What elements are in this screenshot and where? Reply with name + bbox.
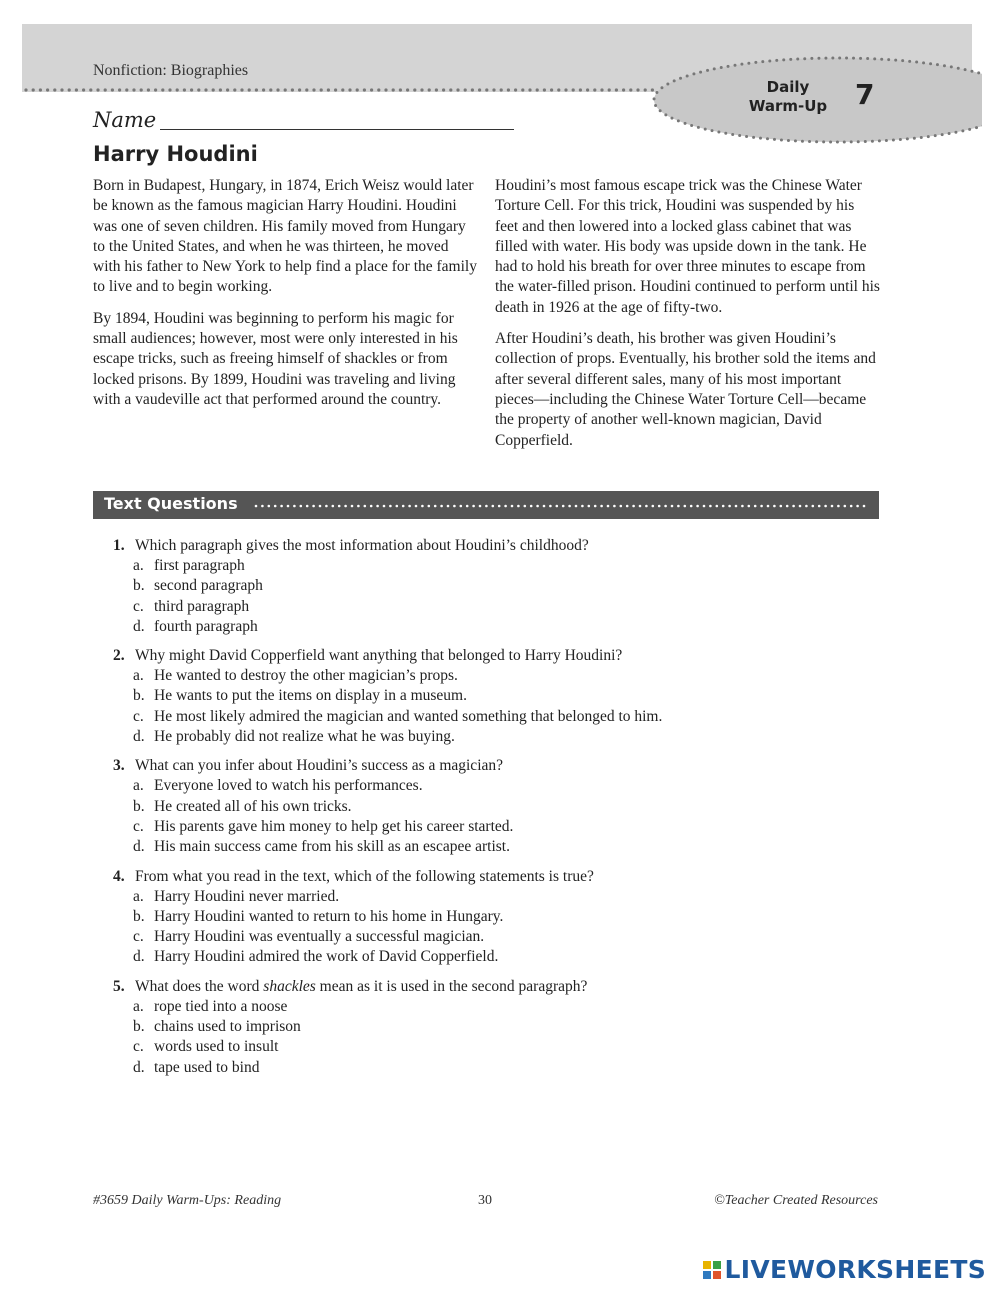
logo-text: LIVEWORKSHEETS [724, 1255, 986, 1284]
questions-heading-bar [93, 491, 879, 519]
liveworksheets-logo[interactable] [703, 1255, 986, 1284]
name-label: Name [93, 108, 157, 132]
answer-option[interactable]: c. third paragraph [133, 597, 250, 615]
answer-options [133, 776, 873, 857]
answer-option[interactable]: a. Harry Houdini never married. [133, 887, 340, 905]
name-input-line[interactable] [160, 129, 514, 130]
question-number: 3. [113, 757, 125, 775]
answer-option[interactable]: d. tape used to bind [133, 1058, 260, 1076]
paragraph-4: After Houdini’s death, his brother was given Houdini’s collection of props. Eventually, his brother sold the items and after several different sales, many of his most important pieces—including the Chinese Water Torture Cell—became the property of another well-known magician, David Copperfield. [495, 330, 876, 449]
question-5 [113, 976, 873, 1078]
answer-option[interactable]: c. He most likely admired the magician and wanted something that belonged to him. [133, 707, 663, 725]
question-2 [113, 645, 873, 747]
question-text: What does the word shackles mean as it is used in the second paragraph? [135, 977, 588, 995]
paragraph-2: By 1894, Houdini was beginning to perform his magic for small audiences; however, most were only interested in his escape tricks, such as freeing himself of shackles or from locked prisons. By 1899, Houdini was traveling and living with a vaudeville act that performed around the country. [93, 309, 458, 408]
question-text: What can you infer about Houdini’s success as a magician? [135, 757, 504, 775]
question-text: Why might David Copperfield want anything that belonged to Harry Houdini? [135, 647, 623, 665]
questions-heading: Text Questions [104, 494, 238, 513]
answer-options [133, 666, 873, 747]
answer-option[interactable]: c. Harry Houdini was eventually a successful magician. [133, 928, 485, 946]
article-column-right [495, 176, 880, 462]
footer-page-number: 30 [478, 1193, 492, 1208]
article-title: Harry Houdini [93, 142, 258, 166]
question-text: From what you read in the text, which of the following statements is true? [135, 867, 594, 885]
article-column-left [93, 176, 478, 421]
logo-square [703, 1261, 711, 1269]
answer-option[interactable]: d. His main success came from his skill as an escapee artist. [133, 838, 510, 856]
dotted-divider [22, 86, 662, 94]
answer-options [133, 887, 873, 968]
question-stem [113, 755, 873, 776]
question-4 [113, 866, 873, 968]
question-number: 1. [113, 537, 125, 554]
answer-options [133, 997, 873, 1078]
question-number: 2. [113, 647, 125, 665]
question-stem [113, 645, 873, 666]
answer-option[interactable]: d. fourth paragraph [133, 617, 258, 635]
footer-copyright: ©Teacher Created Resources [714, 1193, 878, 1208]
badge-number: 7 [855, 78, 875, 111]
question-3 [113, 755, 873, 857]
answer-option[interactable]: b. He created all of his own tricks. [133, 797, 352, 815]
answer-option[interactable]: b. He wants to put the items on display in a museum. [133, 687, 467, 705]
footer-book-title: #3659 Daily Warm-Ups: Reading [93, 1193, 282, 1208]
questions-list [113, 535, 873, 1086]
badge-title: Daily Warm-Up [748, 78, 828, 115]
answer-option[interactable]: a. He wanted to destroy the other magician’s props. [133, 667, 458, 685]
question-1 [113, 535, 873, 637]
question-number: 4. [113, 867, 125, 885]
answer-option[interactable]: b. Harry Houdini wanted to return to his home in Hungary. [133, 907, 504, 925]
answer-option[interactable]: c. His parents gave him money to help get his career started. [133, 817, 514, 835]
answer-option[interactable]: a. Everyone loved to watch his performances. [133, 777, 423, 795]
question-text: Which paragraph gives the most information about Houdini’s childhood? [135, 537, 589, 554]
logo-square [703, 1271, 711, 1279]
question-number: 5. [113, 977, 125, 995]
answer-option[interactable]: b. chains used to imprison [133, 1018, 301, 1036]
answer-option[interactable]: b. second paragraph [133, 577, 263, 595]
paragraph-3: Houdini’s most famous escape trick was the Chinese Water Torture Cell. For this trick, Houdini was suspended by his feet and then lowered into a locked glass cabinet that was filled with water. His body was upside down in the tank. He had to hold his breath for over three minutes to escape from the water-filled prison. Houdini continued to perform until his death in 1926 at the age of fifty-two. [495, 177, 880, 316]
question-stem [113, 866, 873, 887]
heading-dots [253, 503, 868, 509]
answer-option[interactable]: d. He probably did not realize what he was buying. [133, 728, 455, 746]
logo-square [713, 1271, 721, 1279]
paragraph-1: Born in Budapest, Hungary, in 1874, Erich Weisz would later be known as the famous magician Harry Houdini. Houdini was one of seven children. His family moved from Hungary to the United States, and when he was thirteen, he moved with his father to New York to help find a place for the family to live and to begin working. [93, 177, 477, 296]
answer-option[interactable]: d. Harry Houdini admired the work of David Copperfield. [133, 948, 499, 966]
answer-option[interactable]: c. words used to insult [133, 1038, 279, 1056]
category-label: Nonfiction: Biographies [93, 62, 249, 79]
answer-options [133, 556, 873, 637]
logo-icon [703, 1261, 721, 1279]
answer-option[interactable]: a. first paragraph [133, 557, 245, 574]
question-stem [113, 976, 873, 997]
answer-option[interactable]: a. rope tied into a noose [133, 997, 288, 1015]
question-stem [113, 535, 873, 556]
logo-square [713, 1261, 721, 1269]
emphasized-word: shackles [263, 977, 316, 995]
